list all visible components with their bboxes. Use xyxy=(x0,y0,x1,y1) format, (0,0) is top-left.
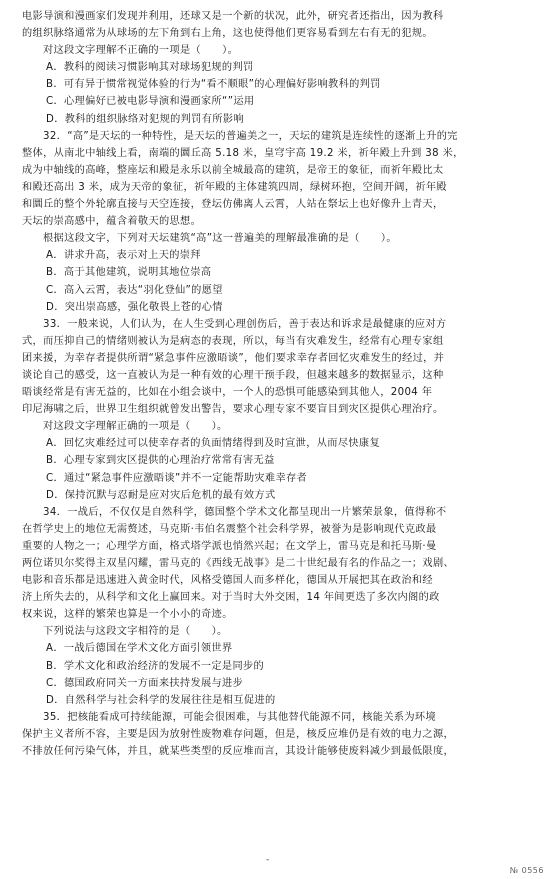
corner-mark: № 0556 xyxy=(509,866,544,875)
option-line: A．教科的阅读习惯影响其对球场犯规的判罚 xyxy=(46,62,254,74)
option-line: D．自然科学与社会科学的发展往往是相互促进的 xyxy=(46,694,276,706)
option-line: C．通过“紧急事件应激晤谈”并不一定能帮助灾难幸存者 xyxy=(46,472,308,484)
body-line: 和圜丘的整个外轮廓直接与天空连接，登坛仿佛离人云霄，人站在祭坛上也好像升上青天， xyxy=(22,199,444,211)
body-line: 印尼海啸之后，世界卫生组织就曾发出警告，要求心理专家不要盲目到灾区提供心理治疗。 xyxy=(22,404,444,416)
page-number: - xyxy=(266,855,270,865)
body-line: 晤谈经常是有害无益的，比如在小组会谈中，一个人的恐惧可能感染到其他人，2004 年 xyxy=(22,387,433,399)
option-line: A．一战后德国在学术文化方面引领世界 xyxy=(46,643,233,655)
option-line: C．高入云霄，表达“羽化登仙”的愿望 xyxy=(46,284,223,296)
body-line: 谈论自己的感受，这一直被认为是一种有效的心理干预手段，但越来越多的数据显示，这种 xyxy=(22,369,444,381)
option-line: A．讲求升高，表示对上天的崇拜 xyxy=(46,250,201,262)
option-line: B．学术文化和政治经济的发展不一定是同步的 xyxy=(46,660,265,672)
body-line: 重要的人物之一；心理学方面，格式塔学派也悄然兴起；在文学上，雷马克是和托马斯·曼 xyxy=(22,540,437,552)
option-line: C．德国政府同关一方面来扶持发展与进步 xyxy=(46,677,244,689)
option-line: D．保持沉默与忍耐是应对灾后危机的最有效方式 xyxy=(46,489,276,501)
body-line: 电影导演和漫画家们发现并利用，还球又是一个新的状况，此外，研究者还指出，因为教科 xyxy=(22,11,444,22)
option-line: D．教科的组织脉络对犯规的判罚有所影响 xyxy=(46,113,244,125)
body-line: 整体，从南北中轴线上看，南端的圜丘高 5.18 米，皇穹宇高 19.2 米，祈年殿上升到 38 米， xyxy=(22,147,464,159)
question-line: 34．一战后，不仅仅是自然科学，德国整个学术文化都呈现出一片繁荣景象，值得称不 xyxy=(43,506,447,518)
question-line: 根据这段文字，下列对天坛建筑“高”这一普遍美的理解最准确的是（ ）。 xyxy=(43,233,397,245)
body-line: 团来援，为幸存者提供所谓“紧急事件应激晤谈”，他们要求幸存者回忆灾难发生的经过，并 xyxy=(22,352,445,364)
body-line: 权来说，这样的繁荣也算是一个小小的奇迹。 xyxy=(22,609,233,621)
body-line: 电影和音乐都是迅速进入黄金时代，风格受德国人而多样化，德国从开展把其在政治和经 xyxy=(22,575,433,587)
option-line: B．心理专家到灾区提供的心理治疗常常有害无益 xyxy=(46,455,275,467)
option-line: D．突出崇高感，强化敬畏上苍的心情 xyxy=(46,301,223,313)
question-line: 33．一般来说，人们认为，在人生受到心理创伤后，善于表达和诉求是最健康的应对方 xyxy=(43,318,447,330)
question-line: 下列说法与这段文字相符的是（ ）。 xyxy=(43,626,228,638)
question-line: 对这段文字理解正确的一项是（ ）。 xyxy=(43,421,228,433)
question-line: 对这段文字理解不正确的一项是（ ）。 xyxy=(43,45,239,57)
question-line: 35．把核能看成可持续能源，可能会很困难，与其他替代能源不同，核能关系为环境 xyxy=(43,711,437,723)
option-line: C．心理偏好已被电影导演和漫画家所“”运用 xyxy=(46,96,255,108)
body-line: 的组织脉络通常为从球场的左下角到右上角，这也使得他们更容易看到左右有无的犯规。 xyxy=(22,28,433,40)
body-line: 天坛的崇高感中，蕴含着敬天的思想。 xyxy=(22,216,202,228)
option-line: B．可有异于惯常视觉体验的行为“看不顺眼”的心理偏好影响教科的判罚 xyxy=(46,79,381,91)
body-line: 在哲学史上的地位无需赘述，马克斯·韦伯名震整个社会科学界，被誉为是影响现代克政最 xyxy=(22,523,437,535)
body-line: 式，而压抑自己的情绪则被认为是病态的表现，所以，每当有灾难发生，经常有心理专家组 xyxy=(22,335,444,347)
body-line: 保护主义者所不容，主要是因为放射性废物难存问题，但是，核反应堆仍是有效的电力之源， xyxy=(22,728,455,740)
option-line: B．高于其他建筑，说明其地位崇高 xyxy=(46,267,212,279)
body-line: 济上所失去的，从科学和文化上赢回来。对于当时大外交困，14 年间更迭了多次内阁的政 xyxy=(22,592,440,604)
body-line: 和殿还高出 3 米，成为天帝的象征，祈年殿的主体建筑四周，绿树环抱，空间开阔，祈年殿 xyxy=(22,181,447,193)
question-line: 32．“高”是天坛的一种特性，是天坛的普遍美之一，天坛的建筑是连续性的逐渐上升的完 xyxy=(43,130,458,142)
body-line: 不排放任何污染气体，并且，就某些类型的反应堆而言，其设计能够使废料减少到最低限度， xyxy=(22,746,455,758)
option-line: A．回忆灾难经过可以使幸存者的负面情绪得到及时宣泄，从而尽快康复 xyxy=(46,438,380,450)
body-line: 成为中轴线的高峰，整座坛和殿是永乐以前全城最高的建筑，是帝王的象征，而祈年殿比太 xyxy=(22,164,444,176)
document-body xyxy=(22,8,528,760)
body-line: 两位诺贝尔奖得主双星闪耀，雷马克的《西线无战事》是二十世纪最有名的作品之一；戏剧、 xyxy=(22,558,455,569)
